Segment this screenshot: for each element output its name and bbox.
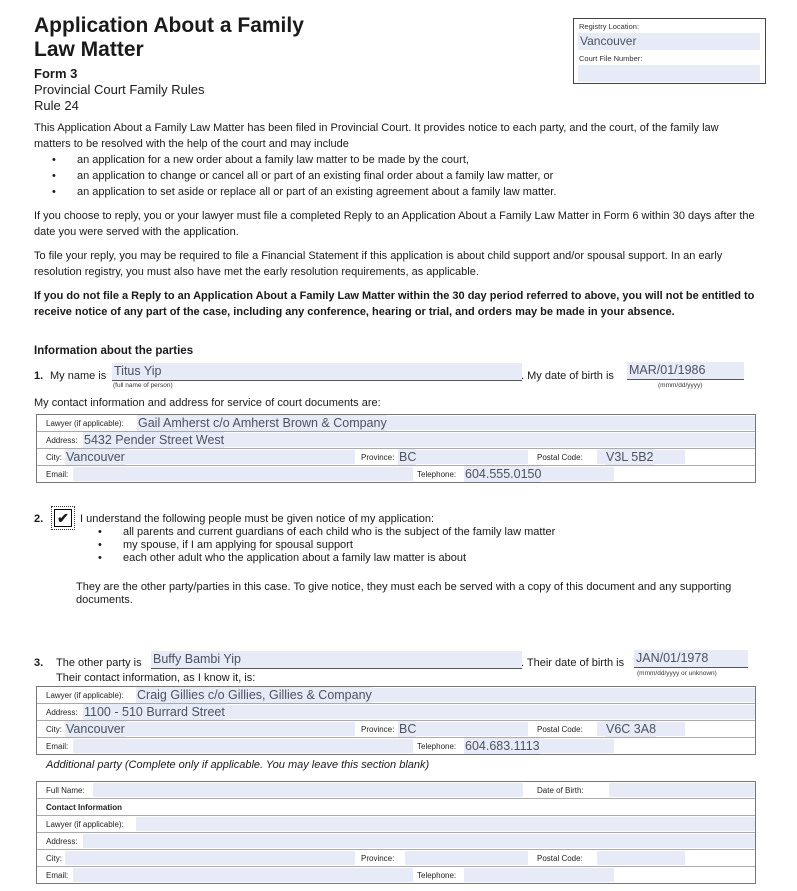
additional-address-row — [37, 833, 755, 850]
intro-text: This Application About a Family Law Matter has been filed in Provincial Court. It provides notice to each party, and the court, of the family law matters to be resolved with the help of the court and may include — [34, 122, 719, 150]
court-file-number-field[interactable] — [578, 65, 760, 82]
my-name-field[interactable]: Titus Yip — [112, 363, 522, 381]
other-party-contact-intro: Their contact information, as I know it, is: — [56, 672, 256, 684]
other-contact-address-row — [37, 704, 755, 721]
province-label: Province: — [361, 725, 395, 734]
warning-paragraph: If you do not file a Reply to an Application About a Family Law Matter within the 30 day period referred to above, you will not be entitled to receive notice of any part of the case, including any conference, hearing or trial, and orders may be made in your absence. — [34, 290, 755, 318]
question-3-number: 3. — [34, 657, 44, 669]
q2-bullet: • my spouse, if I am applying for spousal support — [80, 539, 760, 552]
additional-email-row — [37, 867, 755, 883]
form-title: Application About a Family Law Matter — [34, 14, 304, 61]
additional-name-row — [37, 782, 755, 799]
question-1-number: 1. — [34, 370, 44, 382]
my-dob-caption: (mmm/dd/yyyy) — [658, 382, 703, 389]
additional-party-heading: Additional party (Complete only if applicable. You may leave this section blank) — [46, 759, 430, 771]
intro-bullet: • an application for a new order about a family law matter to be made by the court, — [34, 152, 756, 168]
email-label: Email: — [46, 742, 69, 751]
intro-bullet: • an application to set aside or replace all or part of an existing agreement about a family law matter. — [34, 184, 756, 200]
form-number: Form 3 — [34, 66, 78, 81]
rules-line-1: Provincial Court Family Rules — [34, 82, 205, 97]
telephone-label: Telephone: — [417, 470, 457, 479]
address-label: Address: — [46, 837, 78, 846]
q2-bullet: • all parents and current guardians of each child who is the subject of the family law matter — [80, 526, 760, 539]
rules-line-2: Rule 24 — [34, 98, 79, 113]
q2-statement: I understand the following people must be given notice of my application: — [80, 513, 435, 525]
registry-location-label: Registry Location: — [579, 22, 640, 31]
city-label: City: — [46, 453, 62, 462]
other-lawyer-field[interactable]: Craig Gillies c/o Gillies, Gillies & Company — [137, 688, 372, 702]
other-postal-code-field[interactable]: V6C 3A8 — [606, 722, 657, 736]
notice-checkbox[interactable]: ✔ — [54, 509, 72, 527]
additional-province-field[interactable] — [405, 851, 528, 865]
dob-label: Date of Birth: — [537, 786, 584, 795]
additional-lawyer-row — [37, 816, 755, 833]
intro-bullet: • an application to change or cancel all or part of an existing final order about a family law matter, or — [34, 168, 756, 184]
my-telephone-field[interactable]: 604.555.0150 — [465, 467, 542, 481]
other-party-dob-caption: (mmm/dd/yyyy or unknown) — [637, 670, 717, 677]
q2-text-block — [80, 513, 760, 565]
additional-address-field[interactable] — [83, 834, 755, 848]
lawyer-label: Lawyer (if applicable): — [46, 419, 124, 428]
other-party-contact-table — [36, 686, 756, 755]
additional-full-name-field[interactable] — [93, 783, 523, 797]
my-postal-code-field[interactable]: V3L 5B2 — [606, 450, 654, 464]
city-label: City: — [46, 854, 62, 863]
telephone-label: Telephone: — [417, 871, 457, 880]
additional-city-row — [37, 850, 755, 867]
intro-paragraph — [34, 120, 756, 200]
my-contact-email-row — [37, 466, 755, 482]
email-label: Email: — [46, 470, 69, 479]
other-party-dob-field[interactable]: JAN/01/1978 — [634, 650, 748, 668]
address-label: Address: — [46, 436, 78, 445]
my-dob-label: . My date of birth is — [521, 370, 614, 382]
q2-note: They are the other party/parties in this case. To give notice, they must each be served with a copy of this document and any supporting documents. — [76, 581, 732, 606]
additional-lawyer-field[interactable] — [136, 817, 755, 831]
additional-party-table — [36, 781, 756, 884]
other-city-field[interactable]: Vancouver — [66, 722, 125, 736]
q2-bullet: • each other adult who the application about a family law matter is about — [80, 552, 760, 565]
other-contact-email-row — [37, 738, 755, 754]
my-city-field[interactable]: Vancouver — [66, 450, 125, 464]
postal-code-label: Postal Code: — [537, 453, 583, 462]
telephone-label: Telephone: — [417, 742, 457, 751]
contact-information-heading: Contact Information — [46, 803, 122, 812]
postal-code-label: Postal Code: — [537, 725, 583, 734]
other-contact-lawyer-row — [37, 687, 755, 704]
my-address-field[interactable]: 5432 Pender Street West — [84, 433, 225, 447]
question-2-number: 2. — [34, 513, 44, 525]
address-label: Address: — [46, 708, 78, 717]
city-label: City: — [46, 725, 62, 734]
form-rules — [34, 82, 205, 114]
full-name-label: Full Name: — [46, 786, 85, 795]
court-file-number-label: Court File Number: — [579, 54, 643, 63]
my-name-label: My name is — [50, 370, 107, 382]
financial-statement-paragraph: To file your reply, you may be required to file a Financial Statement if this application is about child support and/or spousal support. In an early resolution registry, you must also have met the early resolution requirements, as applicable. — [34, 250, 723, 278]
registry-location-field[interactable]: Vancouver — [578, 33, 760, 50]
other-party-dob-label: . Their date of birth is — [521, 657, 625, 669]
other-telephone-field[interactable]: 604.683.1113 — [465, 739, 540, 753]
additional-postal-code-field[interactable] — [597, 851, 685, 865]
other-party-name-field[interactable]: Buffy Bambi Yip — [151, 651, 522, 669]
my-contact-table — [36, 414, 756, 483]
registry-box — [573, 18, 766, 84]
additional-telephone-field[interactable] — [464, 868, 614, 882]
my-dob-field[interactable]: MAR/01/1986 — [627, 362, 744, 380]
parties-heading: Information about the parties — [34, 345, 194, 357]
province-label: Province: — [361, 453, 395, 462]
email-label: Email: — [46, 871, 69, 880]
other-province-field[interactable]: BC — [399, 722, 417, 736]
my-contact-city-row — [37, 449, 755, 466]
postal-code-label: Postal Code: — [537, 854, 583, 863]
my-lawyer-field[interactable]: Gail Amherst c/o Amherst Brown & Company — [138, 416, 387, 430]
other-party-label: The other party is — [56, 657, 142, 669]
intro-bullet-list — [34, 152, 756, 200]
my-contact-intro: My contact information and address for service of court documents are: — [34, 397, 381, 409]
additional-email-field[interactable] — [73, 868, 413, 882]
province-label: Province: — [361, 854, 395, 863]
other-address-field[interactable]: 1100 - 510 Burrard Street — [84, 705, 225, 719]
my-contact-lawyer-row — [37, 415, 755, 432]
lawyer-label: Lawyer (if applicable): — [46, 691, 124, 700]
my-province-field[interactable]: BC — [399, 450, 417, 464]
q2-bullet-list — [80, 526, 760, 565]
additional-city-field[interactable] — [65, 851, 355, 865]
reply-paragraph: If you choose to reply, you or your lawyer must file a completed Reply to an Application About a Family Law Matter in Form 6 within 30 days after the date you were served with the application. — [34, 210, 755, 238]
lawyer-label: Lawyer (if applicable): — [46, 820, 124, 829]
additional-contact-heading-row — [37, 799, 755, 816]
other-contact-city-row — [37, 721, 755, 738]
my-contact-address-row — [37, 432, 755, 449]
my-name-caption: (full name of person) — [113, 382, 173, 389]
additional-dob-field[interactable] — [609, 783, 755, 797]
